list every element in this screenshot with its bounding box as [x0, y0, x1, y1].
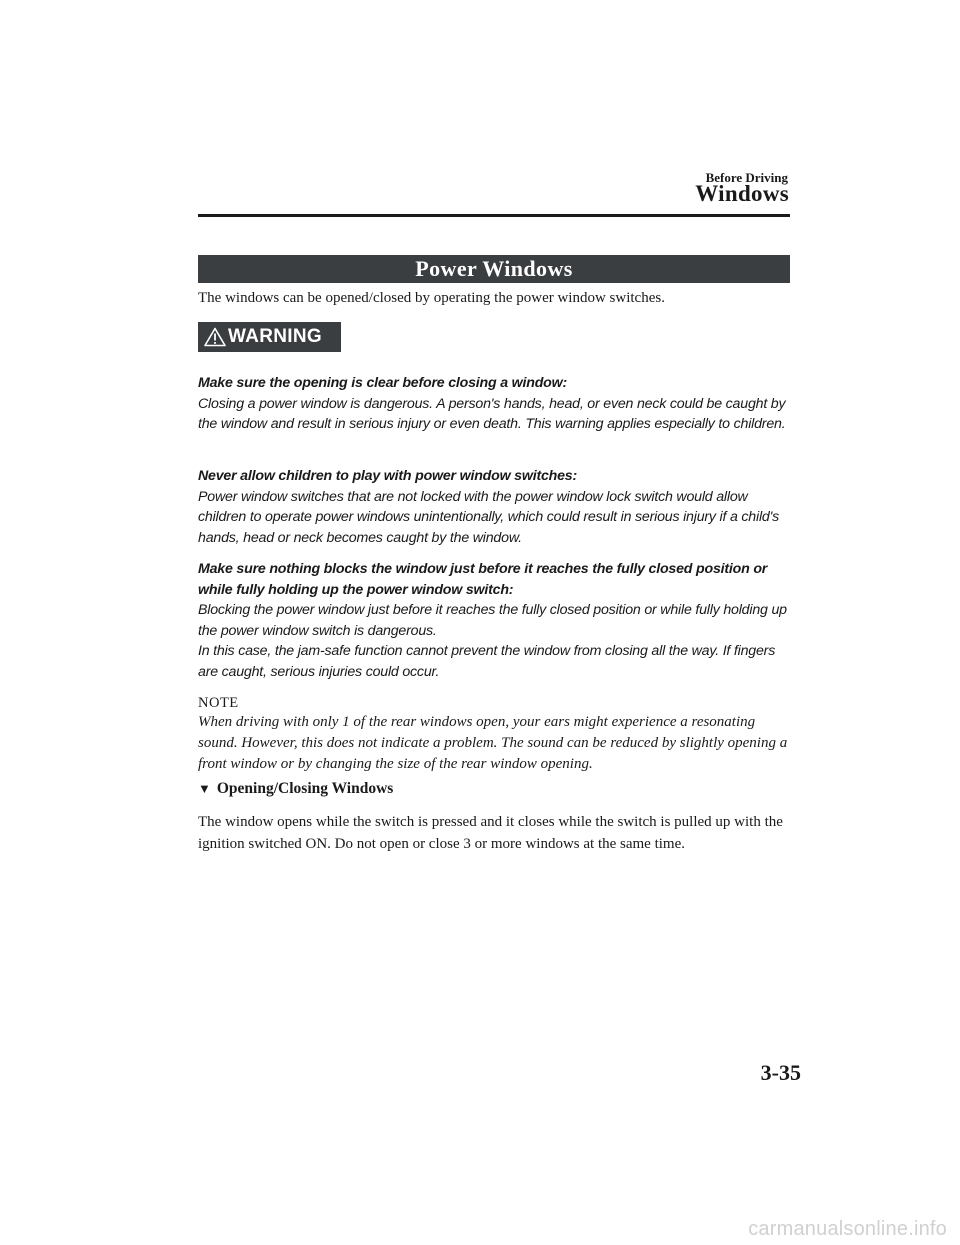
warning-label: WARNING: [228, 326, 322, 347]
warning-item-heading: Make sure the opening is clear before closing a window:: [198, 375, 567, 391]
warning-triangle-icon: [204, 327, 226, 347]
warning-item-heading: Make sure nothing blocks the window just before it reaches the fully closed position or while fully holding up the power window switch:: [198, 561, 768, 598]
page-number: 3-35: [760, 1060, 801, 1085]
warning-item: [198, 466, 790, 548]
triangle-down-icon: ▼: [198, 781, 211, 796]
warning-item-text: In this case, the jam-safe function cannot prevent the window from closing all the way. If fingers are caught, serious injuries could occur.: [198, 643, 776, 680]
note-label: NOTE: [198, 695, 239, 711]
note-text: When driving with only 1 of the rear windows open, your ears might experience a resonating sound. However, this does not indicate a problem. The sound can be reduced by slightly opening a front window or by changing the size of the rear window opening.: [198, 714, 788, 772]
warning-item-text: Power window switches that are not locked with the power window lock switch would allow children to operate power windows unintentionally, which could result in serious injury if a child's hands, head or neck becomes caught by the window.: [198, 488, 779, 546]
section-intro: The windows can be opened/closed by operating the power window switches.: [198, 290, 665, 306]
warning-badge: [198, 322, 341, 352]
subsection-heading: [198, 780, 393, 798]
section-title-banner: Power Windows: [198, 255, 790, 283]
warning-item: [198, 559, 790, 682]
chapter-section-title: Windows: [695, 181, 789, 206]
header-divider: [198, 214, 790, 217]
warning-item-text: Blocking the power window just before it reaches the fully closed position or while fully holding up the power window switch is dangerous.: [198, 602, 787, 639]
chapter-name: Before Driving: [705, 170, 788, 185]
subsection-title: Opening/Closing Windows: [216, 780, 394, 797]
subsection-text: The window opens while the switch is pressed and it closes while the switch is pulled up with the ignition switched ON. Do not open or close 3 or more windows at the same time.: [198, 814, 783, 852]
warning-item-text: Closing a power window is dangerous. A person's hands, head, or even neck could be caught by the window and result in serious injury or even death. This warning applies especially to children.: [198, 395, 786, 432]
watermark: carmanualsonline.info: [748, 1218, 947, 1240]
warning-item: [198, 373, 790, 435]
warning-item-heading: Never allow children to play with power window switches:: [198, 468, 578, 484]
